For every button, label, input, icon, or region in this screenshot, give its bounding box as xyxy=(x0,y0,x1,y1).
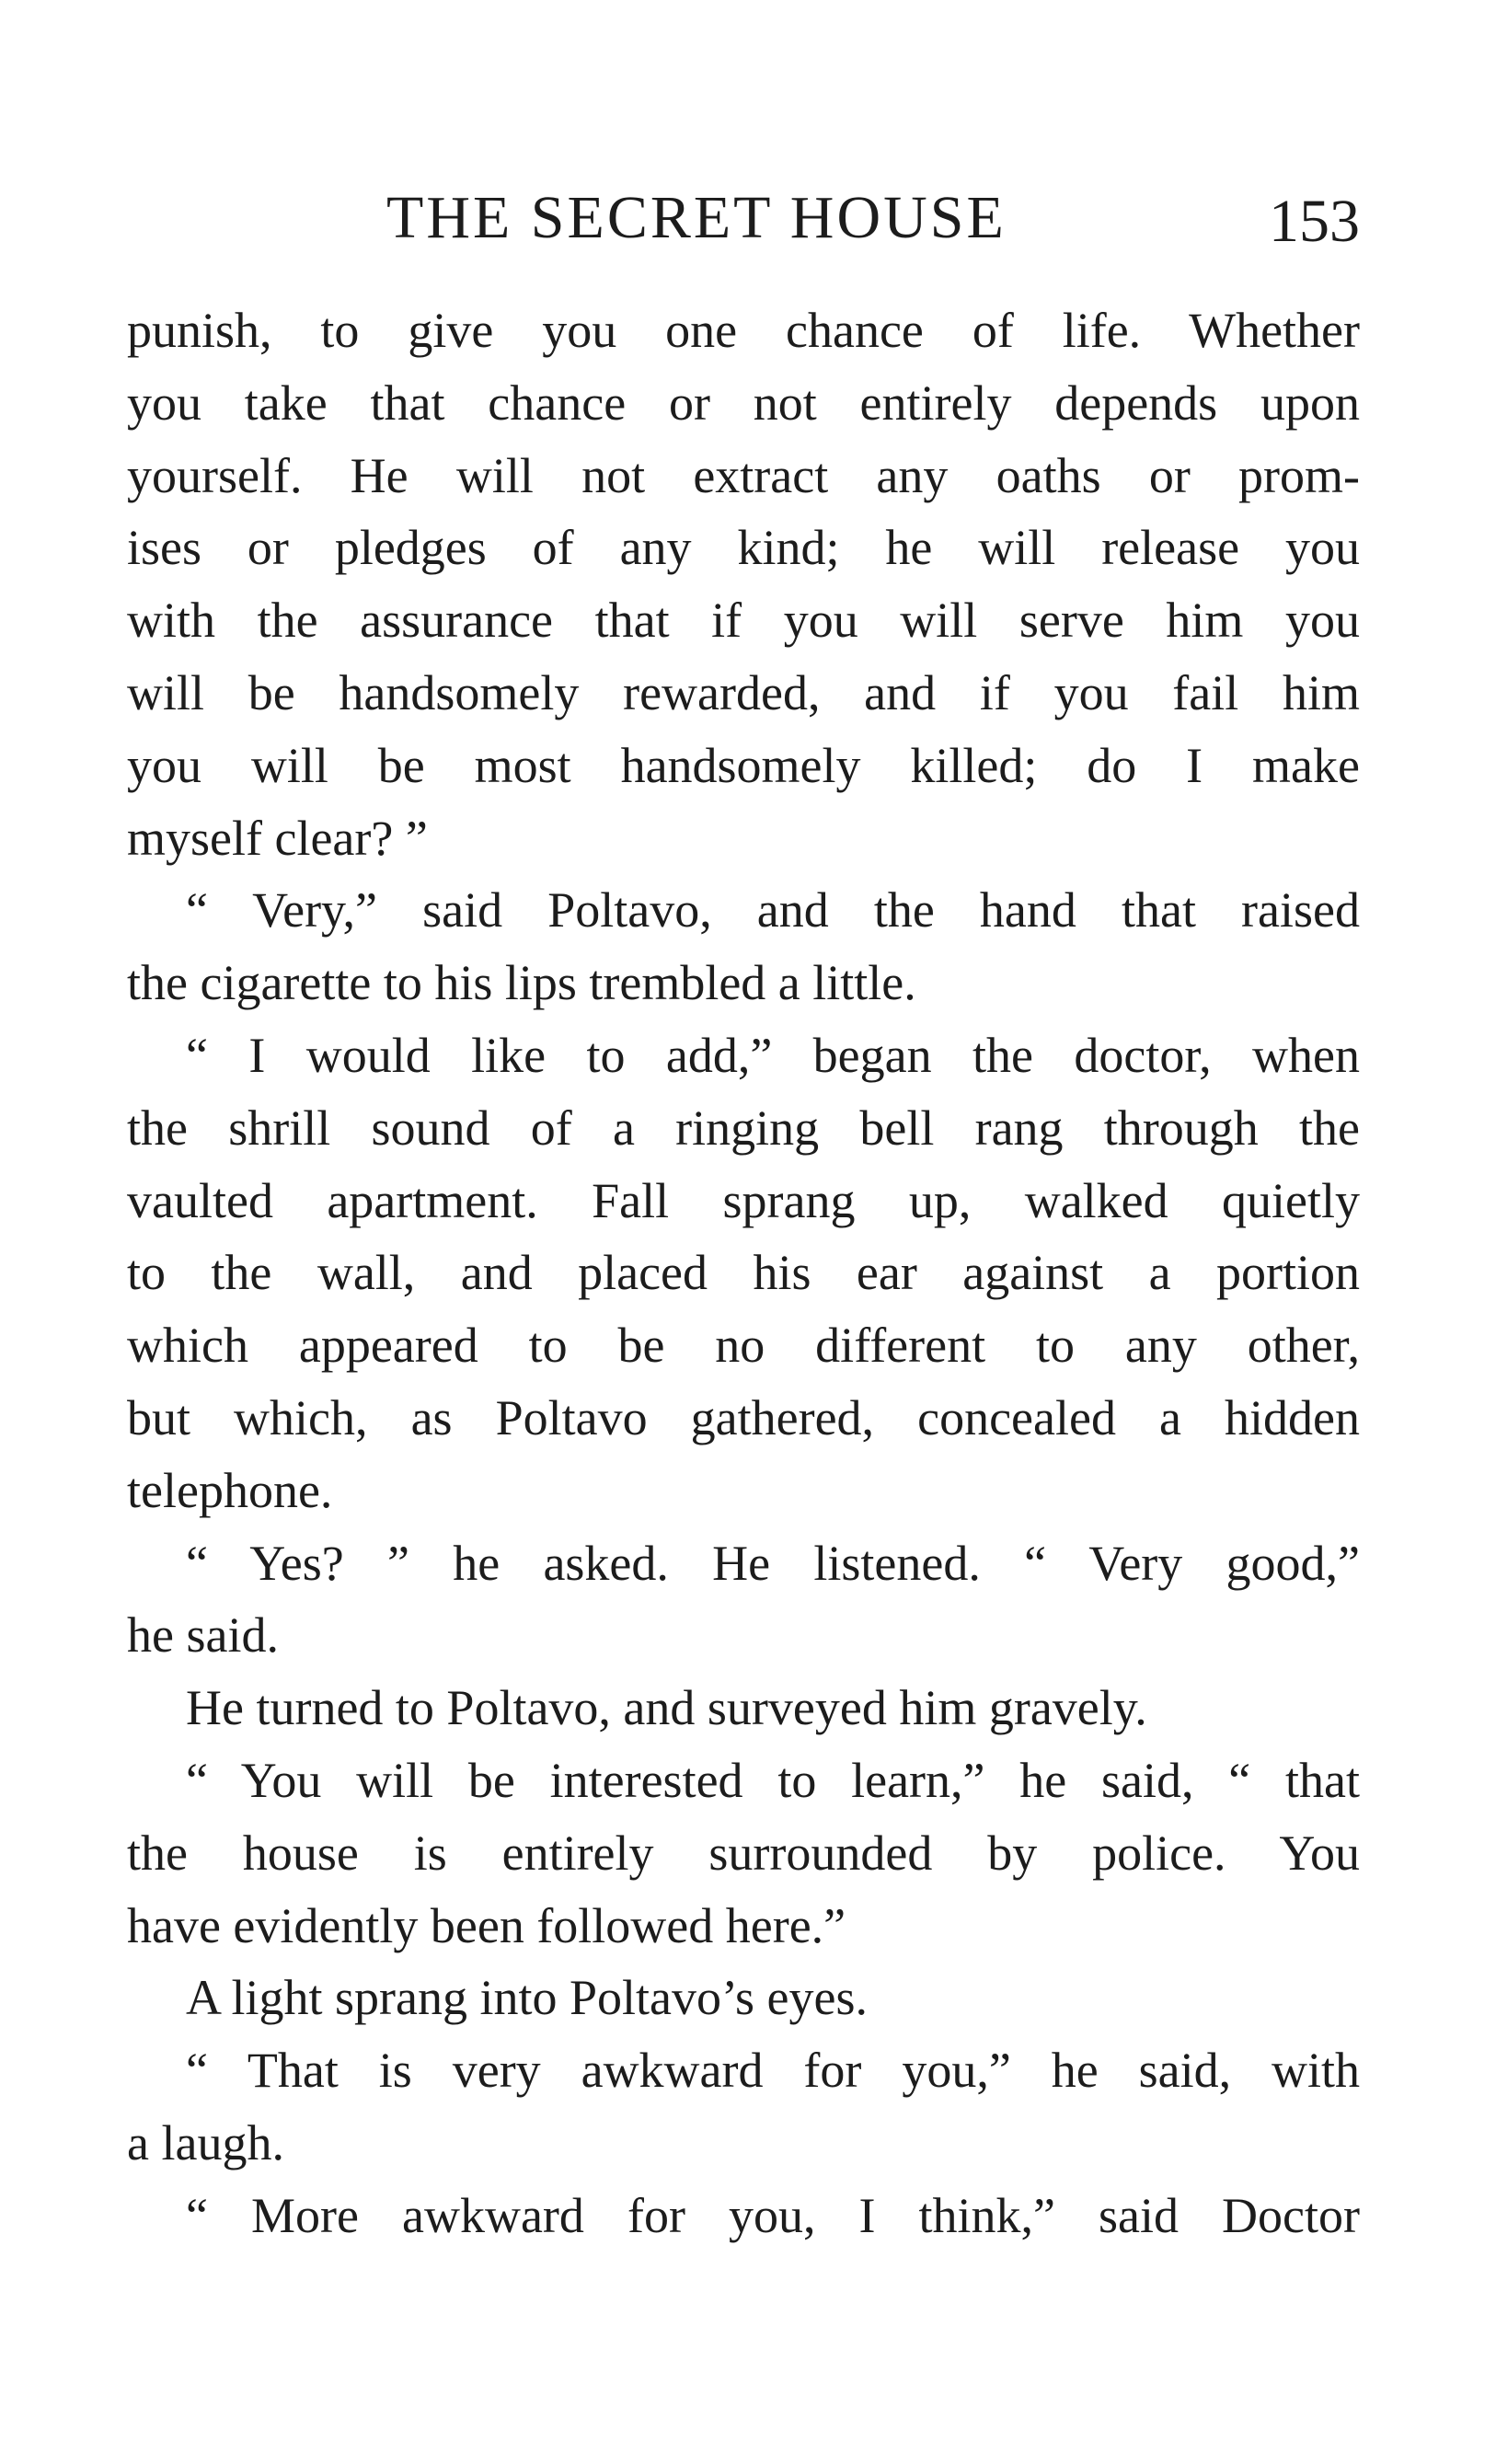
body-text xyxy=(127,294,1360,2252)
text-line: but which, as Poltavo gathered, concealed a hidden xyxy=(127,1389,1360,1445)
text-line: “ Yes? ” he asked. He listened. “ Very good,” xyxy=(186,1535,1360,1591)
text-line: vaulted apartment. Fall sprang up, walked quietly xyxy=(127,1172,1360,1228)
text-line: “ I would like to add,” began the doctor, when xyxy=(186,1027,1360,1083)
text-line: He turned to Poltavo, and surveyed him gravely. xyxy=(186,1680,1147,1736)
text-line: yourself. He will not extract any oaths or prom- xyxy=(127,447,1360,503)
text-line: telephone. xyxy=(127,1462,333,1518)
text-line: which appeared to be no different to any other, xyxy=(127,1318,1360,1374)
text-line: you take that chance or not entirely depends upon xyxy=(127,374,1360,431)
text-line: he said. xyxy=(127,1607,279,1664)
text-line: “ Very,” said Poltavo, and the hand that raised xyxy=(186,882,1360,938)
text-line: with the assurance that if you will serve him you xyxy=(127,593,1360,649)
text-line: A light sprang into Poltavo’s eyes. xyxy=(186,1970,868,2026)
text-line: the shrill sound of a ringing bell rang through the xyxy=(127,1100,1360,1156)
text-line: a laugh. xyxy=(127,2114,284,2170)
text-line: to the wall, and placed his ear against a portion xyxy=(127,1245,1360,1301)
running-head xyxy=(127,177,1360,259)
text-line: the house is entirely surrounded by police. You xyxy=(127,1825,1360,1881)
text-line: have evidently been followed here.” xyxy=(127,1897,846,1953)
text-line: ises or pledges of any kind; he will release you xyxy=(127,520,1360,576)
text-line: will be handsomely rewarded, and if you fail him xyxy=(127,664,1360,720)
text-line: the cigarette to his lips trembled a little. xyxy=(127,955,916,1011)
text-line: punish, to give you one chance of life. Whether xyxy=(127,303,1360,358)
page-number: 153 xyxy=(1269,188,1360,255)
text-line: you will be most handsomely killed; do I make xyxy=(127,737,1360,793)
text-line: “ You will be interested to learn,” he said, “ that xyxy=(186,1752,1360,1808)
text-line: “ That is very awkward for you,” he said, with xyxy=(186,2043,1360,2099)
text-line: myself clear? ” xyxy=(127,810,428,866)
text-line: “ More awkward for you, I think,” said Doctor xyxy=(186,2187,1360,2243)
running-title: THE SECRET HOUSE xyxy=(386,184,1007,251)
